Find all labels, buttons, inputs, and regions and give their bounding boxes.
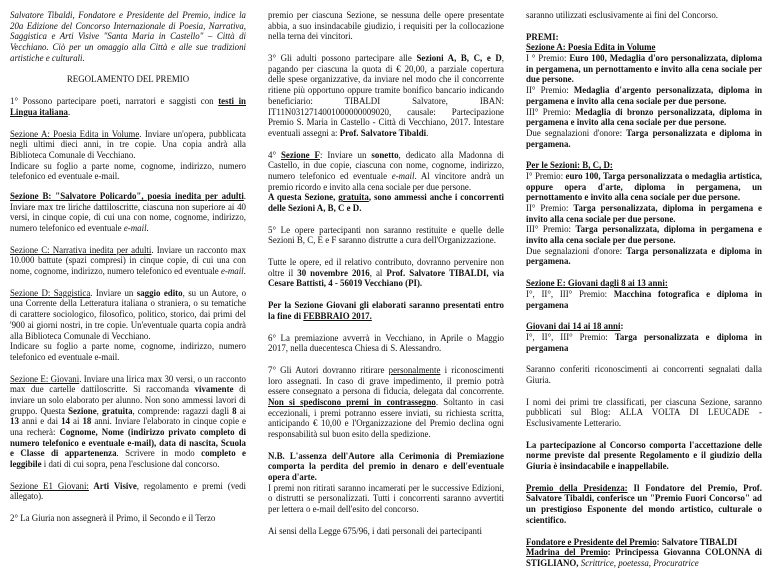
prize-label: I°, II°, III° Premio: [526, 331, 615, 342]
section-e1-title: Sezione E1 Giovani: [10, 480, 89, 491]
section-a-rule [10, 129, 246, 182]
prizes-section-a [526, 32, 762, 150]
prize-desc: Targa personalizzata e diploma in pergamena. [526, 245, 762, 267]
rule-4-bold: A questa Sezione, [268, 192, 339, 203]
prize-desc: euro 100, Targa personalizzata o medaglia artistica, oppure opera d'arte, diploma in pergamena, un pernottamento e invito alla cena sociale per due persone. [526, 170, 762, 203]
presidency-prize [526, 483, 762, 526]
section-e1-rule [10, 481, 246, 502]
founder-label: Fondatore e Presidente del Premio [526, 536, 657, 547]
presidency-title: Premio della Presidenza: [526, 482, 628, 493]
godmother-line [526, 547, 762, 568]
section-e-emph: 14 [61, 416, 70, 427]
rule-4-num: 4° [268, 149, 281, 160]
prize-desc: Macchina fotografica e diploma in pergamena [526, 288, 763, 310]
section-e1-bold: Arti Visive [88, 480, 137, 491]
section-e-emph: Sezione [68, 405, 97, 416]
rule-3-payee: Prof. Salvatore Tibaldi [339, 127, 427, 138]
youth-deadline [268, 300, 504, 321]
section-c-title: Sezione C: Narrativa inedita per adulti [10, 244, 152, 255]
privacy-cont: saranno utilizzati esclusivamente ai fini del Concorso. [526, 10, 718, 20]
prize-desc: Targa personalizzata e diploma in pergamena. [526, 127, 762, 149]
column-right [526, 10, 762, 569]
prize-desc: Targa personalizzata, diploma in pergamena e invito alla cena sociale per due persone. [526, 203, 762, 224]
section-d-rule [10, 288, 246, 363]
section-d-text2: , su un Autore, o una Corrente della Letteratura italiana o straniera, o su tematiche di carattere sociologico, filosofico, politico, storico, dai primi del '900 ai giorni nostri, in tre copie. Un'eventuale quarta copia andrà alla Biblioteca Comunale di Vecchiano. [10, 287, 247, 341]
section-b-email: e-mail [123, 223, 147, 233]
prize-label: Due segnalazioni d'onore: [526, 127, 627, 138]
rule-2-start: 2° La Giuria non assegnerà il Primo, il Secondo e il Terzo [10, 513, 216, 524]
section-a-text: . Inviare un'opera, pubblicata negli ultimi dieci anni, in tre copie. Una copia andrà alla Biblioteca Comunale di Vecchiano. [10, 128, 246, 160]
section-f-title: Sezione F [280, 149, 320, 160]
rule-4-text: . Al vincitore andrà un premio ricordo e invito alla cena sociale per due persone. [268, 170, 504, 192]
section-b-text: . Inviare max tre liriche dattiloscritte, ciascuna non superiore ai 40 versi, in cinque copie, di cui una con nome, cognome, indirizzo, numero telefonico ed eventuale [10, 190, 246, 233]
rule-1-language: testi in Lingua italiana [10, 96, 246, 117]
section-e-text: di inviare un solo elaborato per alunno. Non sono ammessi lavori di gruppo. Questa [10, 384, 247, 416]
privacy-start: Ai sensi della Legge 675/96, i dati personali dei partecipanti [268, 525, 482, 536]
rule-7-text: i riconoscimenti loro assegnati. In caso di grave impedimento, il premio potrà essere consegnato a persona di fiducia, delegata dal concorrente. [268, 364, 504, 397]
section-e-emph: gratuita [101, 405, 133, 416]
section-b-rule: Sezione B: "Salvatore Policardo", poesia inedita per adulti. Inviare max tre liriche dattiloscritte, ciascuna non superiore ai 40 versi, in cinque copie, di cui una con nome, cognome, indirizzo, numero telefonico ed eventuale e-mail. [10, 190, 246, 233]
section-e-emph: completo e leggibile [10, 448, 246, 470]
deadline-paragraph [268, 257, 504, 289]
section-d-title: Sezione D: Saggistica [10, 287, 91, 298]
rule-6: 6° La premiazione avverrà in Vecchiano, in Aprile o Maggio 2017, nella duecentesca Chiesa di S. Alessandro. [268, 332, 504, 354]
prizes-section-bcd [526, 160, 762, 267]
prize-label: II° Premio: [526, 85, 574, 96]
prizes-bcd-title: Per le Sezioni: B, C, D: [526, 160, 613, 171]
rule-7-personally: personalmente [388, 364, 441, 375]
prize-label: I° Premio: [526, 170, 566, 181]
section-d-text3: Indicare su foglio a parte nome, cognome, indirizzo, numero telefonico ed eventuale e-mail. [10, 341, 246, 362]
section-e-emph: 13 [10, 416, 19, 427]
nb-paragraph [268, 451, 504, 515]
section-e1-text: , regolamento e premi (vedi allegato). [10, 480, 246, 502]
deadline-text: Tutte le opere, ed il relativo contributo, dovranno pervenire non oltre il [268, 257, 504, 278]
prize-desc: Medaglia di bronzo personalizzata, diploma in pergamena e invito alla cena sociale per due persone. [526, 106, 762, 128]
youth-deadline-text: Per la Sezione Giovani gli elaborati saranno presentati entro la fine di [268, 300, 504, 321]
rule-7-no-cod: Non si spediscono premi in contrassegno [268, 396, 436, 407]
rule-3-text2: , pagando per ciascuna la quota di € 20,00, a parziale copertura delle spese organizzative, da inviare nel modo che il concorrente ritiene più opportuno oppure tramite bonifico bancario indicando beneficiario: TIBALDI Salvatore, IBAN: IT11N0312714001000000009020, causale: Partecipazione Premio S. Maria in Castello - Città di Vecchiano, 2017. Intestare eventuali assegni a: [268, 53, 505, 138]
rule-1-end: . [67, 106, 71, 117]
section-c-email: e-mail [220, 266, 244, 277]
prizes-e2-title: Giovani dai 14 ai 18 anni [526, 321, 621, 332]
rule-5: 5° Le opere partecipanti non saranno restituite e quelle delle Sezioni B, C, E e F saranno distrutte a cura dell'Organizzazione. [268, 224, 504, 246]
recognitions: Saranno conferiti riconoscimenti ai concorrenti segnalati dalla Giuria. [526, 364, 762, 385]
godmother-name: : Principessa Giovanna COLONNA di STIGLIANO, [526, 547, 762, 568]
prize-desc: Medaglia d'argento personalizzata, diploma in pergamena e invito alla cena sociale per due persone. [526, 85, 762, 106]
prizes-e-title: Sezione E: Giovani dagli 8 ai 13 anni: [526, 278, 668, 289]
rule-4-bold: , sono ammessi anche i concorrenti delle Sezioni A, B, C e D. [268, 192, 504, 213]
section-c-text: . Inviare un racconto max 10.000 battute (spazi compresi) in cinque copie, di cui una con nome, cognome, indirizzo, numero telefonico ed eventuale [10, 244, 246, 277]
rule-4-gratuita: gratuita [338, 192, 369, 203]
prize-label: Due segnalazioni d'onore: [526, 245, 627, 256]
prize-label: III° Premio: [526, 106, 576, 117]
deadline-address: Prof. Salvatore TIBALDI, via Cesare Battisti, 4 - 56019 Vecchiano (PI). [268, 267, 505, 289]
rule-1 [10, 96, 246, 117]
presidency-text: Il Fondatore del Premio, Prof. Salvatore Tibaldi, conferisce un "Premio Fuori Concorso" ad un prestigioso Esponente del mondo artistico, culturale o scientifico. [526, 482, 762, 525]
section-e-emph: vivamente [194, 384, 234, 395]
section-c-rule: Sezione C: Narrativa inedita per adulti. Inviare un racconto max 10.000 battute (spazi compresi) in cinque copie, di cui una con nome, cognome, indirizzo, numero telefonico ed eventuale e-mail. [10, 244, 246, 277]
section-e-emph: Cognome, Nome (indirizzo privato completo di numero telefonico e eventuale e-mail), data di nascita, Scuola e Classe di appartenenza [10, 427, 246, 459]
rule-3-sections: Sezioni A, B, C, e D [416, 53, 502, 64]
publication-notice: I nomi dei primi tre classificati, per ciascuna Sezione, saranno pubblicati sul Blog: ALLA VOLTA DI LEUCADE - Esclusivamente Letterario. [526, 396, 762, 428]
rule-4-email: e-mail [391, 170, 415, 181]
prize-desc: Targa personalizzata, diploma in pergamena e invito alla cena sociale per due persone. [526, 224, 762, 246]
rule-3-text: 3° Gli adulti possono partecipare alle [268, 53, 417, 64]
section-a-title: Sezione A: Poesia Edita in Volume [10, 128, 140, 139]
rule-1-text: 1° Possono partecipare poeti, narratori e saggisti con [10, 96, 219, 107]
section-e-text: anni e dai [18, 416, 62, 427]
section-e-text: , [96, 405, 102, 416]
youth-deadline-date: FEBBRAIO 2017. [303, 310, 372, 321]
rule-7 [268, 365, 504, 440]
section-e-text: ai [236, 405, 247, 416]
rule-2-cont: premio per ciascuna Sezione, se nessuna delle opere presentate abbia, a suo insindacabile giudizio, i requisiti per la collocazione nella terna dei vincitori. [268, 10, 504, 42]
rule-4-sonetto: sonetto [371, 149, 399, 160]
deadline-text: , al [369, 267, 387, 278]
column-left [10, 10, 246, 535]
section-e-text: . Scrivere in modo [116, 448, 202, 459]
acceptance-notice: La partecipazione al Concorso comporta l'accettazione delle norme previste dal presente Regolamento e il giudizio della Giuria è insindacabile e inappellabile. [526, 439, 762, 472]
rule-4-text: : Inviare un [319, 149, 372, 160]
intro-paragraph: Salvatore Tibaldi, Fondatore e Presidente del Premio, indice la 20a Edizione del Concorso Internazionale di Poesia, Narrativa, Saggistica e Arti Visive "Santa Maria in Castello" – Città di Vecchiano. Ciò per un omaggio alla Città e alle sue tradizioni artistiche e culturali. [10, 10, 246, 63]
section-e-text: ai [69, 416, 83, 427]
rule-3 [268, 53, 504, 139]
section-e-text: i dati di cui sopra, pena l'esclusione dal concorso. [41, 459, 220, 470]
prize-label: III° Premio: [526, 224, 576, 235]
nb-text: I premi non ritirati saranno incamerati per le successive Edizioni, o distrutti se personalizzati. Tutti i concorrenti saranno avvertiti per lettera o e-mail dell'esito del concorso. [268, 482, 504, 515]
rule-3-end: . [426, 127, 429, 138]
godmother-role: Scrittrice, poetessa, Procuratrice [580, 557, 699, 568]
prizes-a-title: Sezione A: Poesia Edita in Volume [526, 42, 656, 53]
section-d-bold: saggio edito [136, 287, 183, 298]
section-e-text: . Inviare una lirica max 30 versi, o un racconto max due cartelle dattiloscritte. Si raccomanda [10, 373, 246, 395]
section-e-emph: 18 [82, 416, 92, 427]
rule-4 [268, 150, 504, 214]
rule-7-text: . Soltanto in casi eccezionali, i premi potranno essere inviati, su richiesta scritta, anticipando € 10,00 e l'Organizzazione del Premio declina ogni responsabilità sul buon esito della spedizione. [268, 396, 504, 439]
section-e-rule [10, 374, 246, 470]
prize-label: I ° Premio: [526, 53, 570, 64]
nb-bold: N.B. L'assenza dell'Autore alla Cerimonia di Premiazione comporta la perdita del premio in denaro e dell'eventuale opera d'arte. [268, 450, 504, 483]
prize-desc: Euro 100, Medaglia d'oro personalizzata, diploma in pergamena, un pernottamento e invito alla cena sociale per due persone. [526, 53, 763, 85]
section-e-text: anni. Inviare l'elaborato in cinque copie e una recherà: [10, 416, 247, 437]
prize-label: II° Premio: [526, 203, 574, 213]
section-b-title: Sezione B: "Salvatore Policardo", poesia inedita per adulti [10, 190, 244, 201]
godmother-label: Madrina del Premio [526, 547, 608, 558]
prize-label: I°, II°, III° Premio: [526, 288, 614, 299]
section-a-text2: Indicare su foglio a parte nome, cognome, indirizzo, numero telefonico ed eventuale e-mail. [10, 160, 246, 182]
deadline-date: 30 novembre 2016 [297, 267, 370, 278]
prizes-section-e [526, 278, 762, 310]
section-e-title: Sezione E: Giovani [10, 373, 80, 384]
prizes-e2-colon: : [620, 321, 624, 332]
rule-7-text: 7° Gli Autori dovranno ritirare [268, 364, 389, 375]
founder-name: : Salvatore TIBALDI [656, 536, 738, 547]
prizes-heading: PREMI: [526, 31, 559, 42]
rule-4-text: , dedicato alla Madonna di Castello, in due copie, ciascuna con nome, cognome, indirizzo, numero telefonico ed eventuale [268, 149, 504, 181]
prize-desc: Targa personalizzata e diploma in pergamena [526, 331, 762, 353]
section-e-emph: 8 [232, 405, 237, 416]
column-middle [268, 10, 504, 548]
founder-line [526, 537, 762, 548]
section-e-text: , comprende: ragazzi dagli [132, 405, 233, 416]
section-d-text1: . Inviare un [90, 287, 137, 298]
regulation-heading: REGOLAMENTO DEL PREMIO [66, 74, 190, 85]
prizes-section-e2 [526, 321, 762, 353]
